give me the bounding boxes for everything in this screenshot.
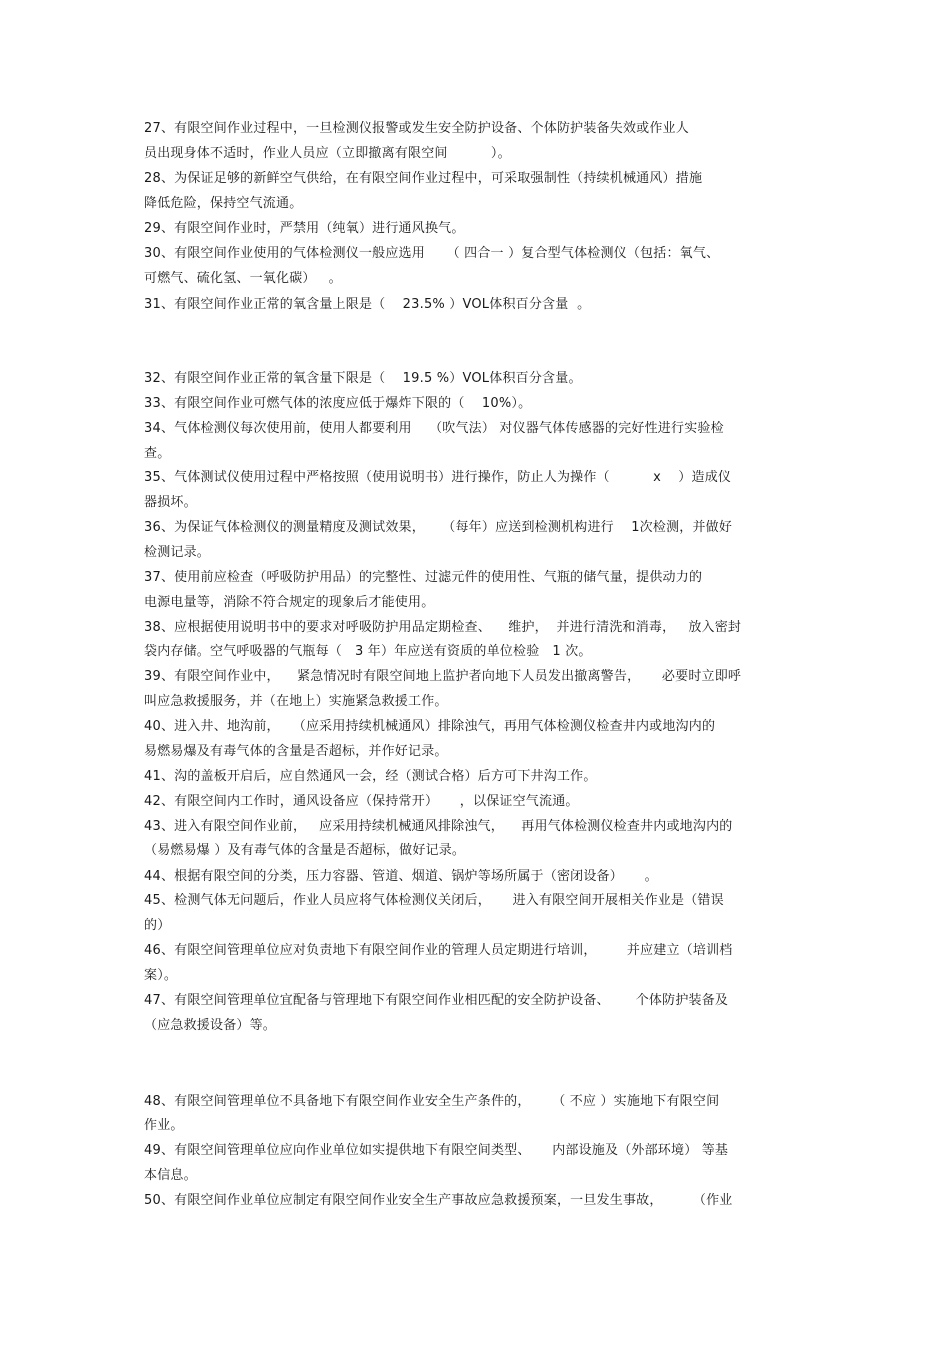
text-line: （应急救援设备）等。 [144, 1018, 277, 1033]
text-line: 49、有限空间管理单位应向作业单位如实提供地下有限空间类型、 内部设施及（外部环境） 等基 [144, 1143, 729, 1158]
text-line: 47、有限空间管理单位宜配备与管理地下有限空间作业相匹配的安全防护设备、 个体防护装备及 [144, 993, 729, 1008]
text-line: （易燃易爆 ）及有毒气体的含量是否超标，做好记录。 [144, 843, 466, 858]
text-line: 37、使用前应检查（呼吸防护用品）的完整性、过滤元件的使用性、气瓶的储气量，提供动力的 [144, 570, 703, 585]
text-line: 作业。 [144, 1118, 184, 1133]
text-line: 45、检测气体无问题后，作业人员应将气体检测仪关闭后， 进入有限空间开展相关作业是（错误 [144, 893, 724, 908]
text-line: 的） [144, 918, 171, 933]
text-line: 电源电量等，消除不符合规定的现象后才能使用。 [144, 595, 435, 610]
text-line: 33、有限空间作业可燃气体的浓度应低于爆炸下限的（ 10%）。 [144, 396, 532, 411]
text-line: 32、有限空间作业正常的氧含量下限是（ 19.5 %）VOL体积百分含量。 [144, 371, 582, 386]
text-line: 43、进入有限空间作业前， 应采用持续机械通风排除浊气， 再用气体检测仪检查井内或地沟内的 [144, 819, 733, 834]
text-line: 降低危险，保持空气流通。 [144, 196, 303, 211]
text-line: 35、气体测试仪使用过程中严格按照（使用说明书）进行操作，防止人为操作（ x ）造成仪 [144, 470, 732, 485]
text-line: 36、为保证气体检测仪的测量精度及测试效果， （每年）应送到检测机构进行 1次检测，并做好 [144, 520, 733, 535]
text-line: 50、有限空间作业单位应制定有限空间作业安全生产事故应急救援预案，一旦发生事故， （作业 [144, 1193, 733, 1208]
text-line: 易燃易爆及有毒气体的含量是否超标，并作好记录。 [144, 744, 448, 759]
text-line: 28、为保证足够的新鲜空气供给，在有限空间作业过程中，可采取强制性（持续机械通风）措施 [144, 171, 703, 186]
text-line: 叫应急救援服务，并（在地上）实施紧急救援工作。 [144, 694, 448, 709]
text-line: 可燃气、硫化氢、一氧化碳） 。 [144, 271, 342, 286]
text-line: 29、有限空间作业时，严禁用（纯氧）进行通风换气。 [144, 221, 465, 236]
text-line: 38、应根据使用说明书中的要求对呼吸防护用品定期检查、 维护， 并进行清洗和消毒， 放入密封 [144, 620, 742, 635]
text-line: 案）。 [144, 968, 178, 983]
text-line: 查。 [144, 446, 171, 461]
text-line: 检测记录。 [144, 545, 211, 560]
text-line: 员出现身体不适时，作业人员应（立即撤离有限空间 ）。 [144, 146, 511, 161]
text-line: 44、根据有限空间的分类，压力容器、管道、烟道、锅炉等场所属于（密闭设备） 。 [144, 869, 658, 884]
text-line: 39、有限空间作业中， 紧急情况时有限空间地上监护者向地下人员发出撤离警告， 必要时立即呼 [144, 669, 742, 684]
text-line: 34、气体检测仪每次使用前，使用人都要利用 （吹气法） 对仪器气体传感器的完好性进行实验检 [144, 421, 724, 436]
text-line: 27、有限空间作业过程中，一旦检测仪报警或发生安全防护设备、个体防护装备失效或作业人 [144, 121, 689, 136]
text-line: 42、有限空间内工作时，通风设备应（保持常开） ，以保证空气流通。 [144, 794, 579, 809]
text-line: 袋内存储。空气呼吸器的气瓶每（ 3 年）年应送有资质的单位检验 1 次。 [144, 644, 592, 659]
text-line: 48、有限空间管理单位不具备地下有限空间作业安全生产条件的， （ 不应 ）实施地下有限空间 [144, 1094, 720, 1109]
text-line: 46、有限空间管理单位应对负责地下有限空间作业的管理人员定期进行培训， 并应建立（培训档 [144, 943, 733, 958]
text-line: 30、有限空间作业使用的气体检测仪一般应选用 （ 四合一 ）复合型气体检测仪（包括：氧气、 [144, 246, 720, 261]
text-line: 40、进入井、地沟前， （应采用持续机械通风）排除浊气，再用气体检测仪检查井内或地沟内的 [144, 719, 716, 734]
text-line: 本信息。 [144, 1168, 197, 1183]
text-line: 器损坏。 [144, 495, 197, 510]
text-line: 31、有限空间作业正常的氧含量上限是（ 23.5% ）VOL体积百分含量 。 [144, 297, 591, 312]
text-line: 41、沟的盖板开启后，应自然通风一会，经（测试合格）后方可下井沟工作。 [144, 769, 597, 784]
